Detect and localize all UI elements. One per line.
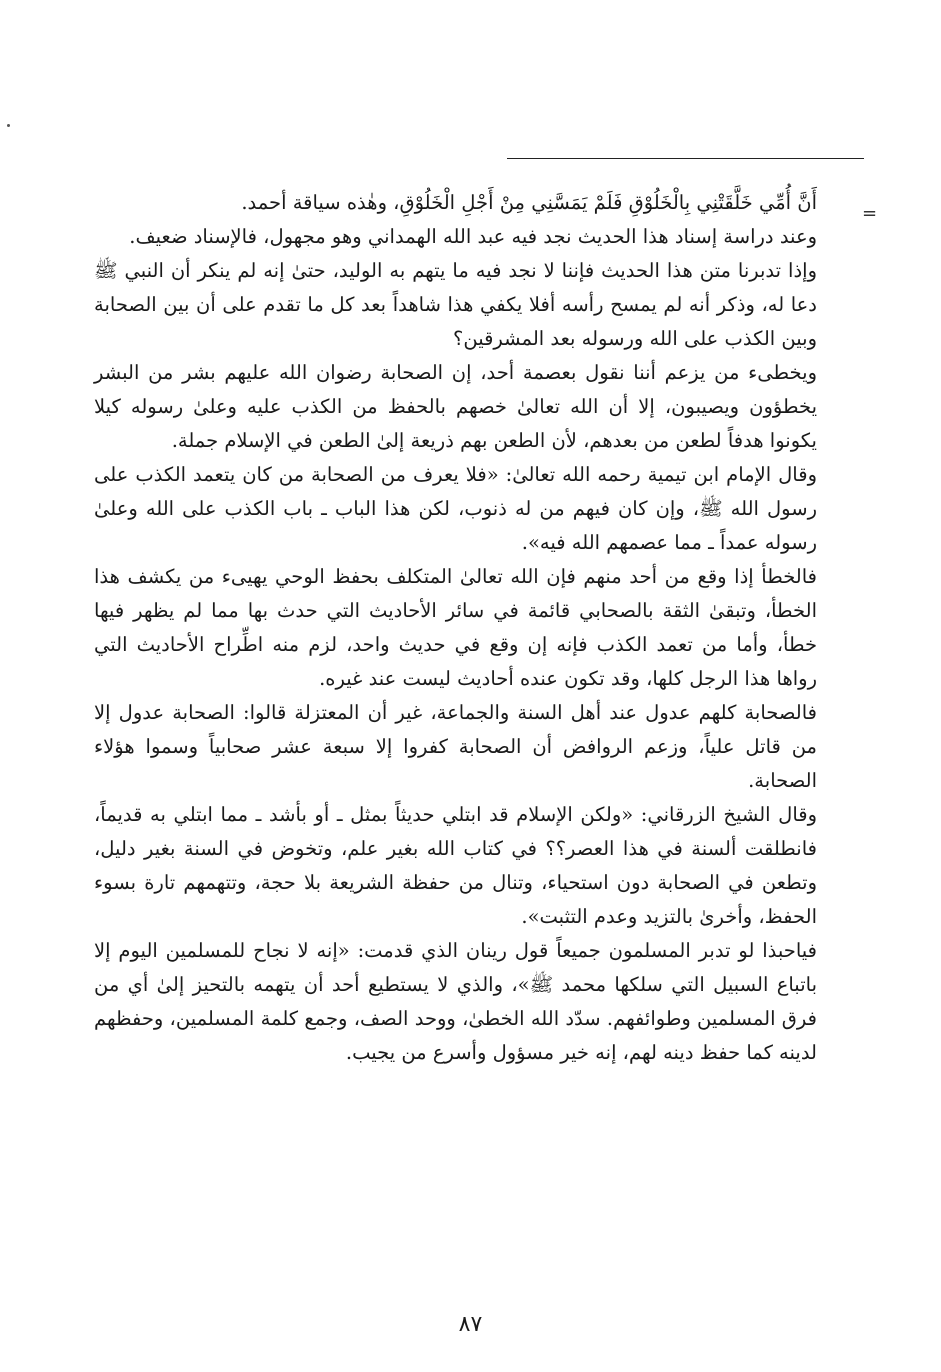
paragraph-adala: فالصحابة كلهم عدول عند أهل السنة والجماعة، غير أن المعتزلة قالوا: الصحابة عدول إلا من قاتل علياً، وزعم الروافض أن الصحابة كفروا إلا سبعة عشر صحابياً وسموا هؤلاء الصحابة. xyxy=(94,701,817,792)
body-text xyxy=(94,186,817,1070)
paragraph-isnad: وعند دراسة إسناد هذا الحديث نجد فيه عبد الله الهمداني وهو مجهول، فالإسناد ضعيف. xyxy=(129,225,817,248)
paragraph-error: فالخطأ إذا وقع من أحد منهم فإن الله تعالىٰ المتكلف بحفظ الوحي يهيىء من يكشف هذا الخطأ، وتبقىٰ الثقة بالصحابي قائمة في سائر الأحاديث التي حدث بها مما لم يظهر فيها خطأ، وأما من تعمد الكذب فإنه إن وقع في حديث واحد، لزم منه اطِّراح الأحاديث التي رواها هذا الرجل كلها، وقد تكون عنده أحاديث ليست عند غيره. xyxy=(94,565,817,690)
footnote-separator-line xyxy=(507,158,864,159)
paragraph-zarqani-quote: وقال الشيخ الزرقاني: «ولكن الإسلام قد ابتلي حديثاً بمثل ـ أو بأشد ـ مما ابتلي به قديماً، فانطلقت ألسنة في هذا العصر؟؟ في كتاب الله بغير علم، وتخوض في السنة بغير دليل، وتطعن في الصحابة دون استحياء، وتنال من حفظة الشريعة بلا حجة، وتتهمهم تارة بسوء الحفظ، وأخرىٰ بالتزيد وعدم التثبت». xyxy=(94,803,817,928)
paragraph-matn: وإذا تدبرنا متن هذا الحديث فإننا لا نجد فيه ما يتهم به الوليد، حتىٰ إنه لم ينكر أن النبي ﷺ دعا له، وذكر أنه لم يمسح رأسه أفلا يكفي هذا شاهداً بعد كل ما تقدم على أن بين الصحابة وبين الكذب على الله ورسوله بعد المشرقين؟ xyxy=(94,259,817,350)
margin-dot xyxy=(7,124,10,127)
page-number: ٨٧ xyxy=(458,1312,483,1337)
footnote-continuation-mark: = xyxy=(862,203,878,224)
paragraph-conclusion: فياحبذا لو تدبر المسلمون جميعاً قول رينان الذي قدمت: «إنه لا نجاح للمسلمين اليوم إلا باتباع السبيل التي سلكها محمد ﷺ»، والذي لا يستطيع أحد أن يتهمه بالتحيز إلىٰ أي من فرق المسلمين وطوائفهم. سدّد الله الخطىٰ، ووحد الصف، وجمع كلمة المسلمين، وحفظهم لدينه كما حفظ دينه لهم، إنه خير مسؤول وأسرع من يجيب. xyxy=(94,939,817,1064)
paragraph-ibn-taymiyya-quote: وقال الإمام ابن تيمية رحمه الله تعالىٰ: «فلا يعرف من الصحابة من كان يتعمد الكذب على رسول الله ﷺ، وإن كان فيهم من له ذنوب، لكن هذا الباب ـ باب الكذب على الله وعلىٰ رسوله عمداً ـ مما عصمهم الله فيه». xyxy=(94,463,817,554)
paragraph-ismah: ويخطىء من يزعم أننا نقول بعصمة أحد، إن الصحابة رضوان الله عليهم بشر من البشر يخطؤون ويصيبون، إلا أن الله تعالىٰ خصهم بالحفظ من الكذب عليه وعلىٰ رسوله كيلا يكونوا هدفاً لطعن من بعدهم، لأن الطعن بهم ذريعة إلىٰ الطعن في الإسلام جملة. xyxy=(94,361,817,452)
footnote-text: أَنَّ أُمِّي خَلَّقَتْنِي بِالْخَلُوْقِ فَلَمْ يَمَسَّنِي مِنْ أَجْلِ الْخَلُوْقِ، وهٰذه سياقة أحمد. xyxy=(241,191,817,214)
